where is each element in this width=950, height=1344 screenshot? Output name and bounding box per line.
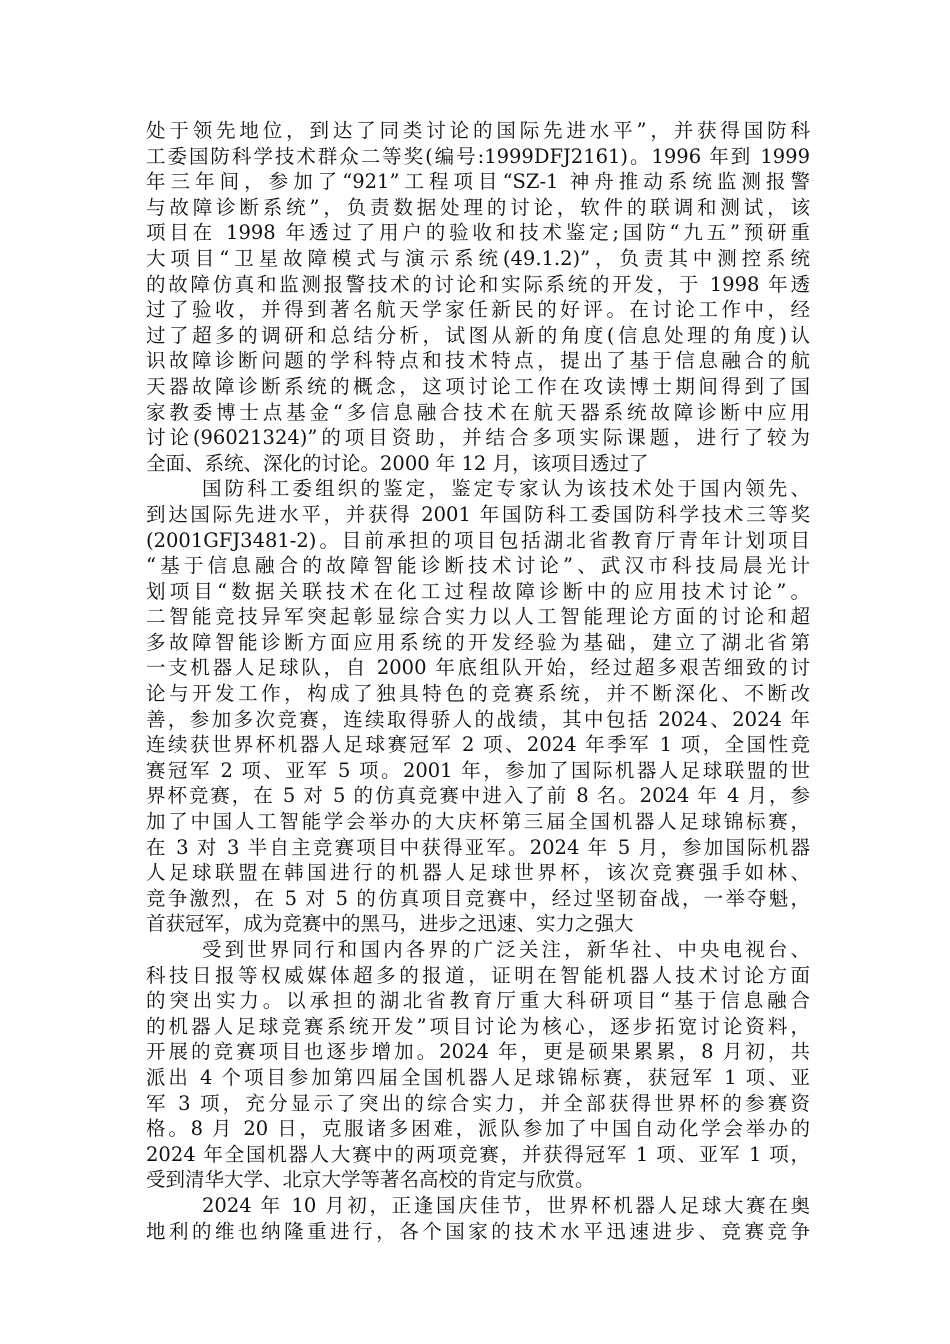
text-line: 多故障智能诊断方面应用系统的开发经验为基础，建立了湖北省第	[146, 630, 810, 654]
text-line: 与故障诊断系统”，负责数据处理的讨论，软件的联调和测试，该	[146, 195, 810, 219]
text-line: 的故障仿真和监测报警技术的讨论和实际系统的开发，于 1998 年透	[146, 272, 810, 296]
text-line: 天器故障诊断系统的概念，这项讨论工作在攻读博士期间得到了国	[146, 374, 810, 398]
text-line: 2024 年 10 月初，正逢国庆佳节，世界杯机器人足球大赛在奥	[202, 1193, 810, 1217]
text-line: 界杯竞赛，在 5 对 5 的仿真竞赛中进入了前 8 名。2024 年 4 月，参	[146, 784, 810, 808]
text-line: 到达国际先进水平，并获得 2001 年国防科工委国防科学技术三等奖	[146, 502, 810, 526]
text-line: 工委国防科学技术群众二等奖(编号:1999DFJ2161)。1996 年到 1999	[146, 144, 810, 168]
text-line: 的机器人足球竞赛系统开发”项目讨论为核心，逐步拓宽讨论资料，	[146, 1014, 810, 1038]
text-line: 二智能竞技异军突起彰显综合实力以人工智能理论方面的讨论和超	[146, 605, 810, 629]
text-line: (2001GFJ3481-2)。目前承担的项目包括湖北省教育厅青年计划项目	[146, 528, 810, 552]
text-line: 加了中国人工智能学会举办的大庆杯第三届全国机器人足球锦标赛，	[146, 810, 810, 834]
text-line: 家教委博士点基金“多信息融合技术在航天器系统故障诊断中应用	[146, 400, 810, 424]
text-line: 全面、系统、深化的讨论。2000 年 12 月，该项目透过了	[146, 451, 649, 475]
text-line: “基于信息融合的故障智能诊断技术讨论”、武汉市科技局晨光计	[146, 554, 810, 578]
text-line: 竞争激烈，在 5 对 5 的仿真项目竞赛中，经过坚韧奋战，一举夺魁，	[146, 886, 810, 910]
text-line: 处于领先地位，到达了同类讨论的国际先进水平”，并获得国防科	[146, 119, 810, 142]
text-line: 论与开发工作，构成了独具特色的竞赛系统，并不断深化、不断改	[146, 682, 810, 706]
text-line: 受到世界同行和国内各界的广泛关注，新华社、中央电视台、	[202, 938, 810, 961]
text-line: 国防科工委组织的鉴定，鉴定专家认为该技术处于国内领先、	[202, 477, 810, 501]
text-line: 人足球联盟在韩国进行的机器人足球世界杯，该次竞赛强手如林、	[146, 861, 810, 885]
text-line: 地利的维也纳隆重进行，各个国家的技术水平迅速进步、竞赛竞争	[146, 1219, 810, 1243]
text-line: 2024 年全国机器人大赛中的两项竞赛，并获得冠军 1 项、亚军 1 项，	[146, 1142, 810, 1166]
text-line: 年三年间，参加了“921”工程项目“SZ-1 神舟推动系统监测报警	[146, 170, 810, 194]
text-line: 受到清华大学、北京大学等著名高校的肯定与欣赏。	[146, 1168, 595, 1192]
text-line: 过了验收，并得到著名航天学家任新民的好评。在讨论工作中，经	[146, 298, 810, 322]
text-line: 过了超多的调研和总结分析，试图从新的角度(信息处理的角度)认	[146, 323, 810, 347]
text-line: 一支机器人足球队，自 2000 年底组队开始，经过超多艰苦细致的讨	[146, 656, 810, 680]
text-line: 识故障诊断问题的学科特点和技术特点，提出了基于信息融合的航	[146, 349, 810, 373]
text-line: 的突出实力。以承担的湖北省教育厅重大科研项目“基于信息融合	[146, 989, 810, 1013]
text-line: 在 3 对 3 半自主竞赛项目中获得亚军。2024 年 5 月，参加国际机器	[146, 835, 810, 859]
text-line: 军 3 项，充分显示了突出的综合实力，并全部获得世界杯的参赛资	[146, 1091, 810, 1115]
text-line: 讨论(96021324)”的项目资助，并结合多项实际课题，进行了较为	[146, 426, 810, 450]
text-line: 赛冠军 2 项、亚军 5 项。2001 年，参加了国际机器人足球联盟的世	[146, 758, 810, 782]
text-line: 划项目“数据关联技术在化工过程故障诊断中的应用技术讨论”。	[146, 579, 810, 603]
text-line: 开展的竞赛项目也逐步增加。2024 年，更是硕果累累，8 月初，共	[146, 1040, 810, 1064]
text-line: 科技日报等权威媒体超多的报道，证明在智能机器人技术讨论方面	[146, 963, 810, 987]
document-body	[146, 118, 810, 1244]
text-line: 首获冠军，成为竞赛中的黑马，进步之迅速、实力之强大	[146, 912, 634, 936]
text-line: 善，参加多次竞赛，连续取得骄人的战绩，其中包括 2024、2024 年	[146, 707, 810, 731]
text-line: 项目在 1998 年透过了用户的验收和技术鉴定;国防“九五”预研重	[146, 221, 810, 245]
text-line: 格。8 月 20 日，克服诸多困难，派队参加了中国自动化学会举办的	[146, 1117, 810, 1141]
text-line: 连续获世界杯机器人足球赛冠军 2 项、2024 年季军 1 项，全国性竞	[146, 733, 810, 757]
text-line: 大项目“卫星故障模式与演示系统(49.1.2)”，负责其中测控系统	[146, 246, 810, 270]
text-line: 派出 4 个项目参加第四届全国机器人足球锦标赛，获冠军 1 项、亚	[146, 1065, 810, 1089]
